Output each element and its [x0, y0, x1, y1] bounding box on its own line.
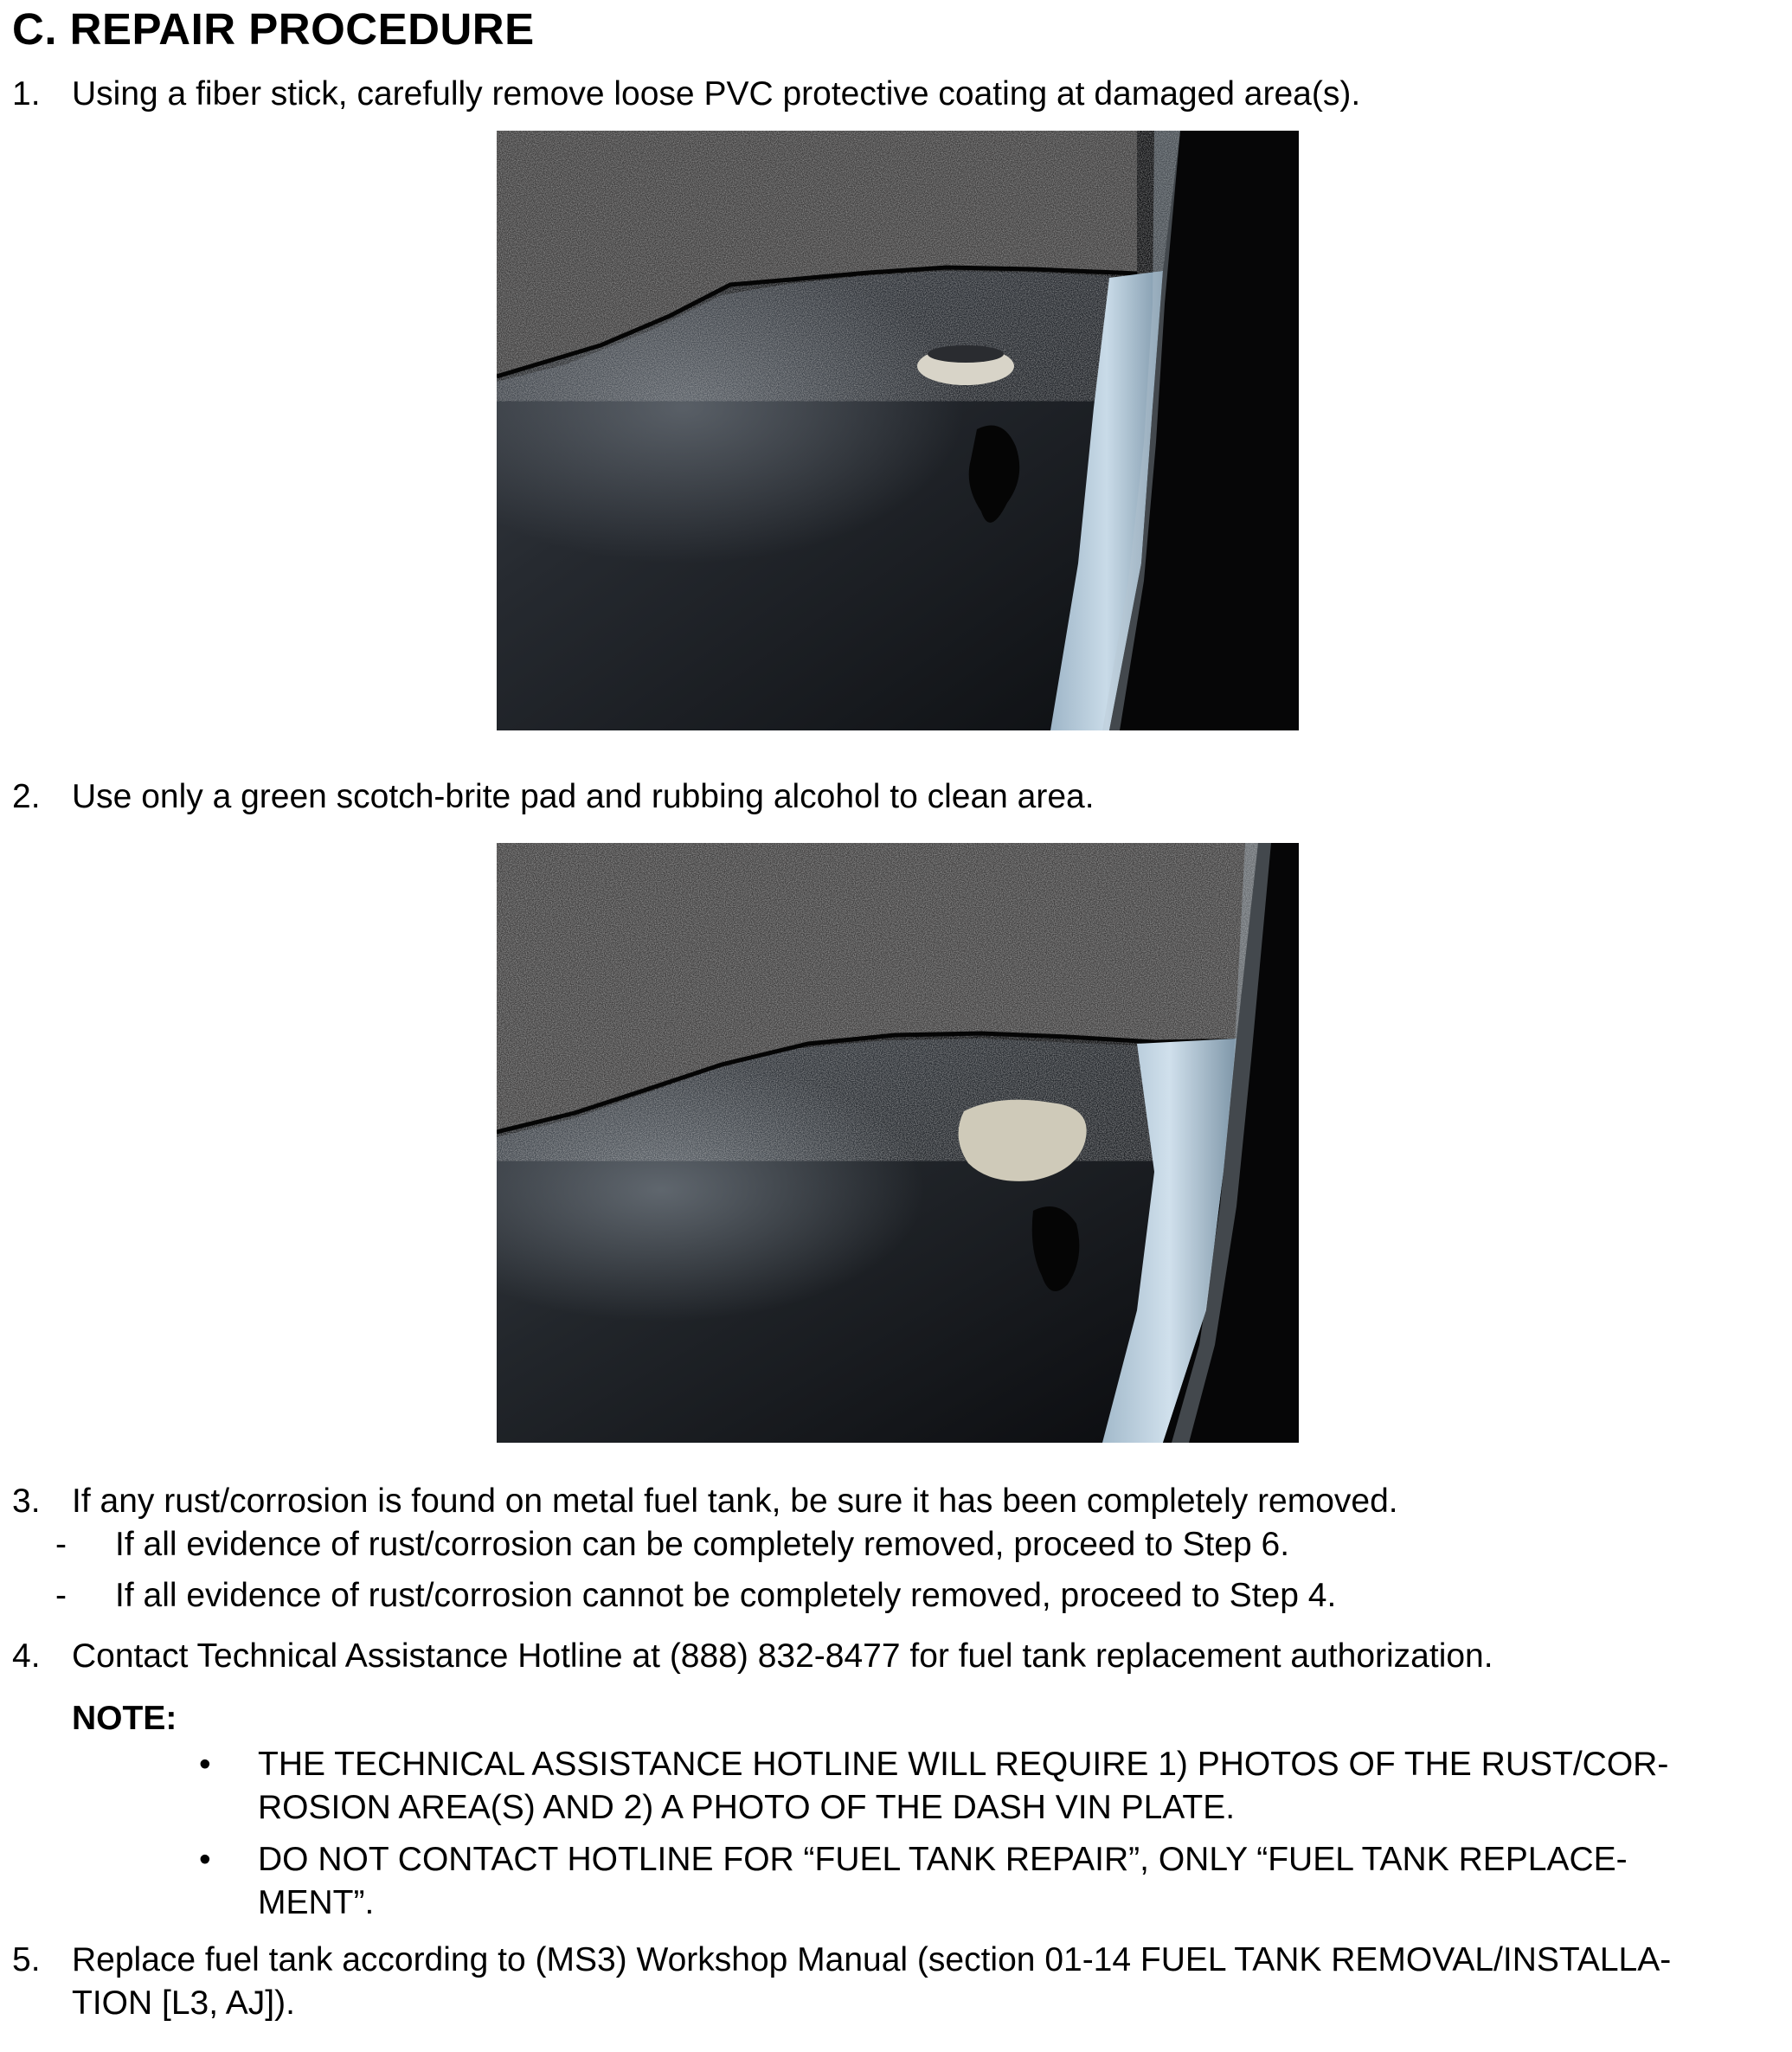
- dash-marker: -: [55, 1526, 67, 1563]
- bullet-text-line: THE TECHNICAL ASSISTANCE HOTLINE WILL REQUIRE 1) PHOTOS OF THE RUST/COR-: [258, 1746, 1669, 1783]
- step-2: [0, 775, 1792, 819]
- bullet-text-line: DO NOT CONTACT HOTLINE FOR “FUEL TANK REPAIR”, ONLY “FUEL TANK REPLACE-: [258, 1841, 1628, 1878]
- subitem-text: If all evidence of rust/corrosion cannot be completely removed, proceed to Step 4.: [115, 1577, 1337, 1614]
- step-1: [0, 73, 1792, 116]
- step-number: 5.: [12, 1941, 41, 1978]
- step-text: Use only a green scotch-brite pad and rubbing alcohol to clean area.: [72, 778, 1095, 815]
- photo-coating-removed: [497, 131, 1299, 730]
- section-heading: C. REPAIR PROCEDURE: [12, 4, 535, 54]
- note-bullet: [0, 1838, 1792, 1925]
- note-label: NOTE:: [72, 1700, 177, 1737]
- step-text-line: Replace fuel tank according to (MS3) Workshop Manual (section 01-14 FUEL TANK REMOVAL/INSTALLA-: [72, 1941, 1672, 1978]
- step-text: Using a fiber stick, carefully remove loose PVC protective coating at damaged area(s).: [72, 75, 1361, 113]
- bullet-marker: •: [199, 1746, 211, 1783]
- step-number: 3.: [12, 1483, 41, 1520]
- step-number: 2.: [12, 778, 41, 815]
- subitem-text: If all evidence of rust/corrosion can be completely removed, proceed to Step 6.: [115, 1526, 1290, 1563]
- step-text-line: TION [L3, AJ]).: [72, 1984, 295, 2022]
- bullet-text-line: MENT”.: [258, 1884, 375, 1921]
- step-3-subitem: [0, 1523, 1792, 1566]
- dash-marker: -: [55, 1577, 67, 1614]
- step-3-subitem: [0, 1574, 1792, 1618]
- step-4: [0, 1635, 1792, 1678]
- step-5: [0, 1939, 1792, 2025]
- bullet-text-line: ROSION AREA(S) AND 2) A PHOTO OF THE DASH VIN PLATE.: [258, 1789, 1236, 1826]
- photo-area-cleaned: [497, 843, 1299, 1443]
- step-number: 1.: [12, 75, 41, 113]
- step-3: [0, 1480, 1792, 1523]
- step-text: Contact Technical Assistance Hotline at (888) 832-8477 for fuel tank replacement authorization.: [72, 1637, 1493, 1675]
- bullet-marker: •: [199, 1841, 211, 1878]
- note-bullet: [0, 1743, 1792, 1830]
- step-number: 4.: [12, 1637, 41, 1675]
- step-text: If any rust/corrosion is found on metal fuel tank, be sure it has been completely removed.: [72, 1483, 1398, 1520]
